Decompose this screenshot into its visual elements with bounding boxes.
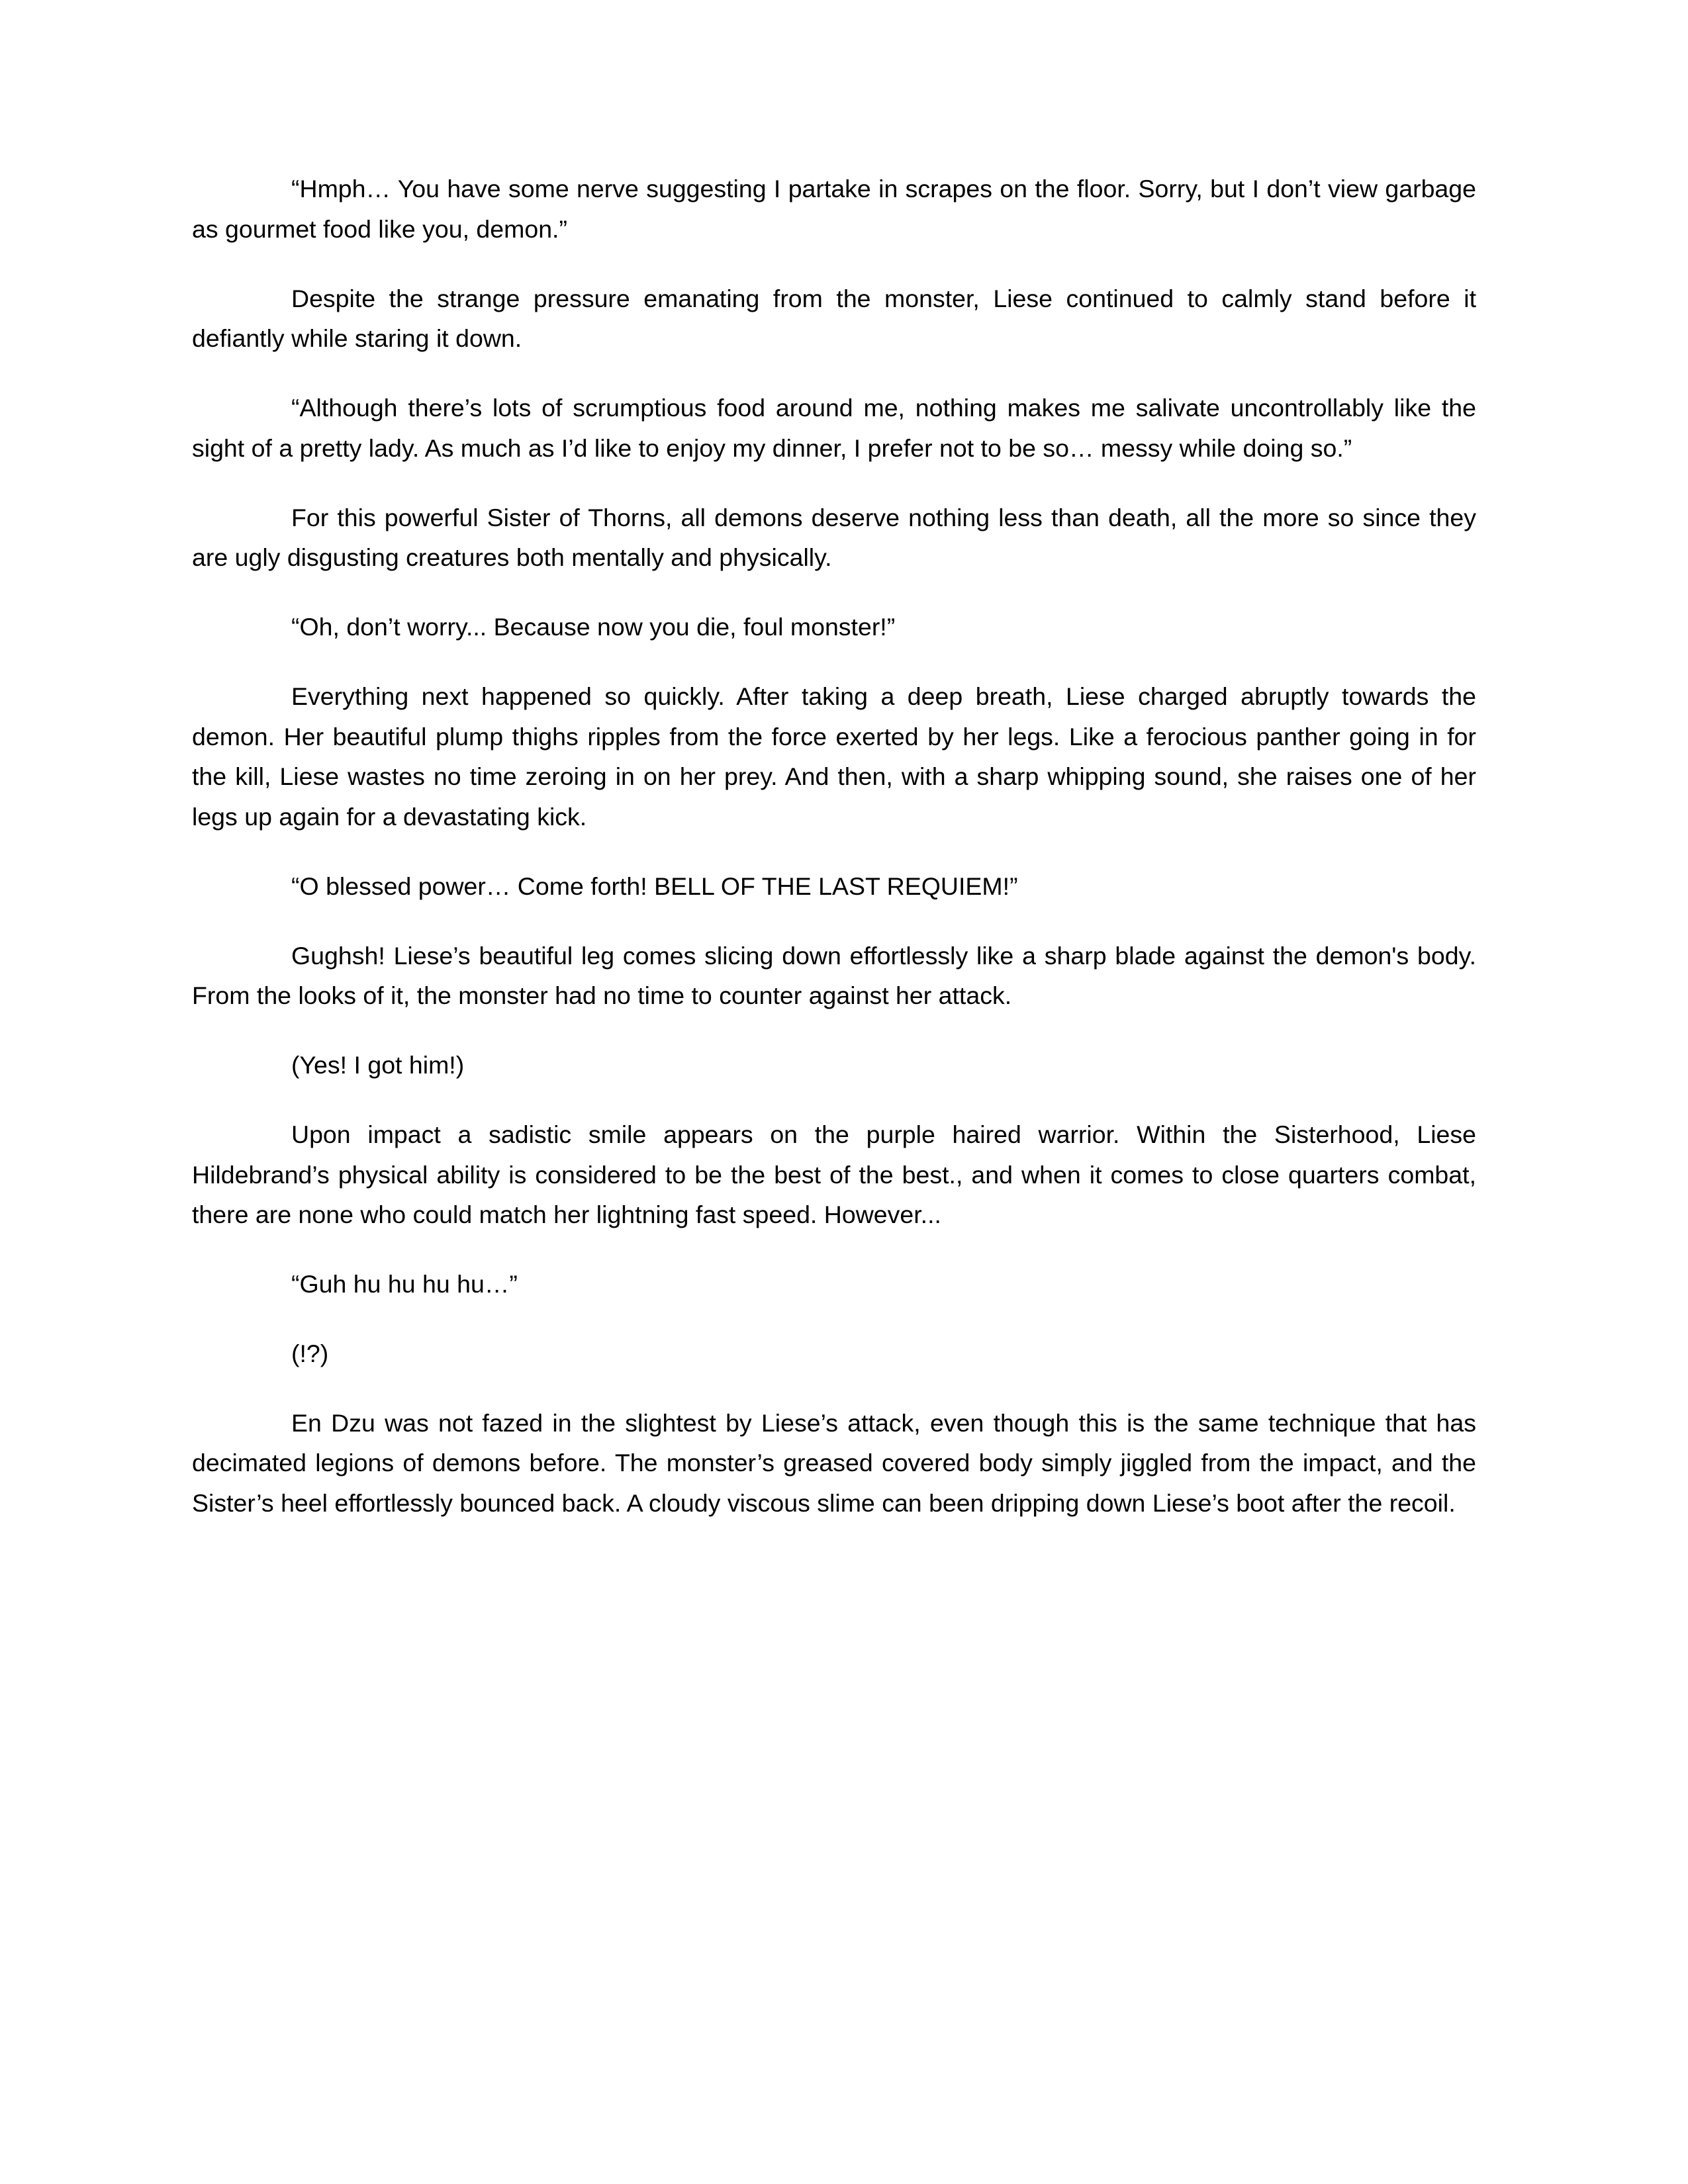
paragraph: “Although there’s lots of scrumptious food around me, nothing makes me salivate uncontrollably like the sight of a pretty lady. As much as I’d like to enjoy my dinner, I prefer not to be so… messy while doing so.” bbox=[192, 394, 1476, 462]
paragraph: “Hmph… You have some nerve suggesting I partake in scrapes on the floor. Sorry, but I don’t view garbage as gourmet food like you, demon.” bbox=[192, 175, 1476, 243]
paragraph: Gughsh! Liese’s beautiful leg comes slicing down effortlessly like a sharp blade against the demon's body. From the looks of it, the monster had no time to counter against her attack. bbox=[192, 941, 1476, 1010]
paragraph: (Yes! I got him!) bbox=[291, 1051, 465, 1079]
paragraph: For this powerful Sister of Thorns, all demons deserve nothing less than death, all the more so since they are ugly disgusting creatures both mentally and physically. bbox=[192, 503, 1476, 572]
paragraph: Upon impact a sadistic smile appears on the purple haired warrior. Within the Sisterhood, Liese Hildebrand’s physical ability is considered to be the best of the best., and when it comes to close quarters combat, there are none who could match her lightning fast speed. However... bbox=[192, 1120, 1476, 1229]
paragraph: “Guh hu hu hu hu…” bbox=[291, 1270, 518, 1298]
paragraph: “Oh, don’t worry... Because now you die, foul monster!” bbox=[291, 613, 896, 641]
paragraph: “O blessed power… Come forth! BELL OF THE LAST REQUIEM!” bbox=[291, 872, 1018, 900]
document-body bbox=[192, 169, 1476, 1524]
paragraph: (!?) bbox=[291, 1339, 329, 1367]
paragraph: Everything next happened so quickly. After taking a deep breath, Liese charged abruptly towards the demon. Her beautiful plump thighs ripples from the force exerted by her legs. Like a ferocious panther going in for the kill, Liese wastes no time zeroing in on her prey. And then, with a sharp whipping sound, she raises one of her legs up again for a devastating kick. bbox=[192, 682, 1476, 831]
paragraph: En Dzu was not fazed in the slightest by Liese’s attack, even though this is the same technique that has decimated legions of demons before. The monster’s greased covered body simply jiggled from the impact, and the Sister’s heel effortlessly bounced back. A cloudy viscous slime can been dripping down Liese’s boot after the recoil. bbox=[192, 1408, 1476, 1517]
paragraph: Despite the strange pressure emanating from the monster, Liese continued to calmly stand before it defiantly while staring it down. bbox=[192, 284, 1476, 353]
